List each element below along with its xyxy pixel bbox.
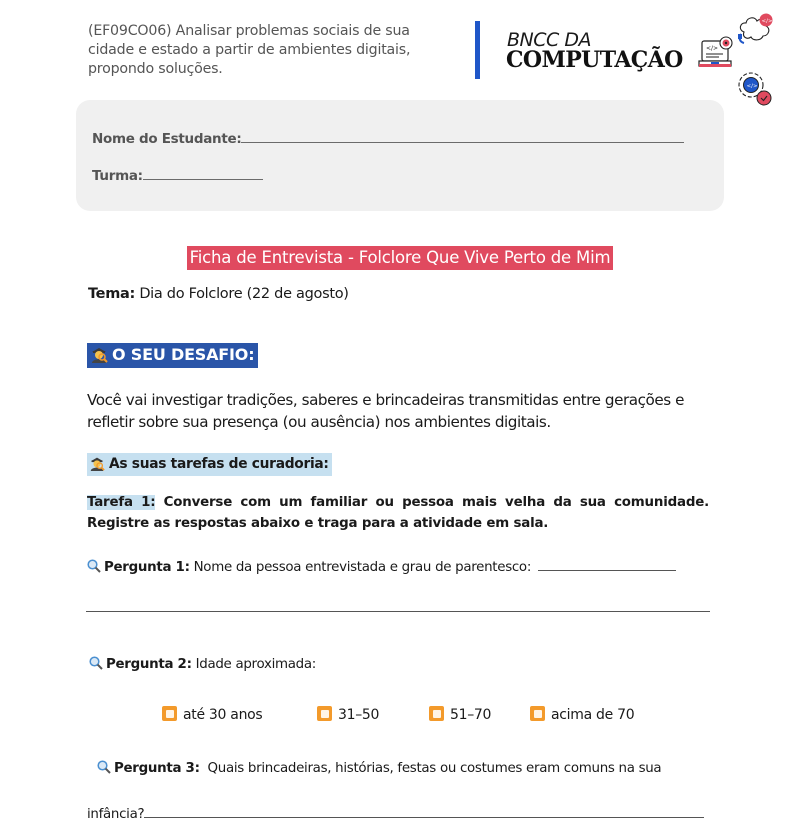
question-3-label: Pergunta 3: — [114, 761, 200, 776]
magnifier-icon — [87, 559, 101, 573]
question-3-continuation-text: infância? — [87, 807, 145, 822]
age-option-label: acima de 70 — [551, 707, 635, 723]
student-info-box — [76, 100, 724, 211]
laptop-code-icon — [697, 33, 737, 73]
age-option-until-30[interactable] — [162, 706, 262, 723]
svg-text:</>: </> — [746, 83, 758, 90]
task-1-text: Converse com um familiar ou pessoa mais velha da sua comunidade. Registre as respostas abaixo e traga para a atividade em sala. — [87, 495, 709, 531]
question-3-continuation — [87, 804, 704, 822]
question-1-answer-line[interactable] — [538, 557, 676, 571]
question-2-label: Pergunta 2: — [106, 657, 192, 672]
task-1 — [87, 492, 709, 534]
question-1-answer-line-2[interactable] — [86, 611, 710, 612]
challenge-heading — [87, 343, 258, 368]
age-option-over-70[interactable] — [530, 706, 634, 723]
class-label: Turma: — [92, 168, 143, 184]
challenge-heading-label: O SEU DESAFIO: — [112, 345, 255, 364]
checkbox-icon[interactable] — [162, 706, 177, 721]
age-option-31-50[interactable] — [317, 706, 379, 723]
gear-code-icon — [735, 68, 775, 108]
class-line[interactable] — [143, 166, 263, 180]
challenge-intro: Você vai investigar tradições, saberes e brincadeiras transmitidas entre gerações e refletir sobre sua presença (ou ausência) nos ambientes digitais. — [87, 391, 685, 431]
age-option-label: até 30 anos — [183, 707, 263, 723]
task-1-label: Tarefa 1: — [87, 495, 156, 510]
student-name-line[interactable] — [241, 129, 684, 143]
curation-heading — [87, 453, 332, 476]
worksheet-title: Ficha de Entrevista - Folclore Que Vive Perto de Mim — [187, 246, 614, 270]
learning-objective: (EF09CO06) Analisar problemas sociais de sua cidade e estado a partir de ambientes digitais, propondo soluções. — [88, 23, 411, 77]
question-2-text: Idade aproximada: — [195, 657, 316, 672]
question-1 — [87, 557, 676, 575]
age-option-label: 51–70 — [450, 707, 492, 723]
detective-emoji-icon — [90, 345, 108, 363]
question-1-label: Pergunta 1: — [104, 560, 190, 575]
age-option-label: 31–50 — [338, 707, 380, 723]
svg-text:</>: </> — [706, 45, 719, 52]
class-field[interactable] — [92, 166, 263, 184]
title-wrapper — [0, 246, 800, 270]
question-3 — [97, 760, 661, 776]
magnifier-icon — [89, 656, 103, 670]
brand-title-top: BNCC DA — [507, 29, 591, 51]
svg-text:</>: </> — [761, 18, 773, 25]
question-1-text: Nome da pessoa entrevistada e grau de parentesco: — [193, 560, 532, 575]
student-name-label: Nome do Estudante: — [92, 131, 242, 147]
student-name-field[interactable] — [92, 129, 684, 147]
theme-line — [88, 286, 349, 302]
question-3-answer-line[interactable] — [144, 804, 704, 818]
theme-value: Dia do Folclore (22 de agosto) — [139, 286, 349, 302]
checkbox-icon[interactable] — [530, 706, 545, 721]
cloud-code-icon — [736, 12, 778, 52]
theme-label: Tema: — [88, 286, 135, 302]
checkbox-icon[interactable] — [429, 706, 444, 721]
question-3-text: Quais brincadeiras, histórias, festas ou costumes eram comuns na sua — [207, 761, 662, 776]
brand-accent-bar — [475, 21, 480, 79]
detective-emoji-icon — [89, 455, 105, 471]
magnifier-icon — [97, 760, 111, 774]
curation-heading-label: As suas tarefas de curadoria: — [109, 456, 329, 472]
question-2 — [89, 656, 316, 672]
age-option-51-70[interactable] — [429, 706, 491, 723]
brand-title-main: COMPUTAÇÃO — [506, 47, 683, 73]
checkbox-icon[interactable] — [317, 706, 332, 721]
